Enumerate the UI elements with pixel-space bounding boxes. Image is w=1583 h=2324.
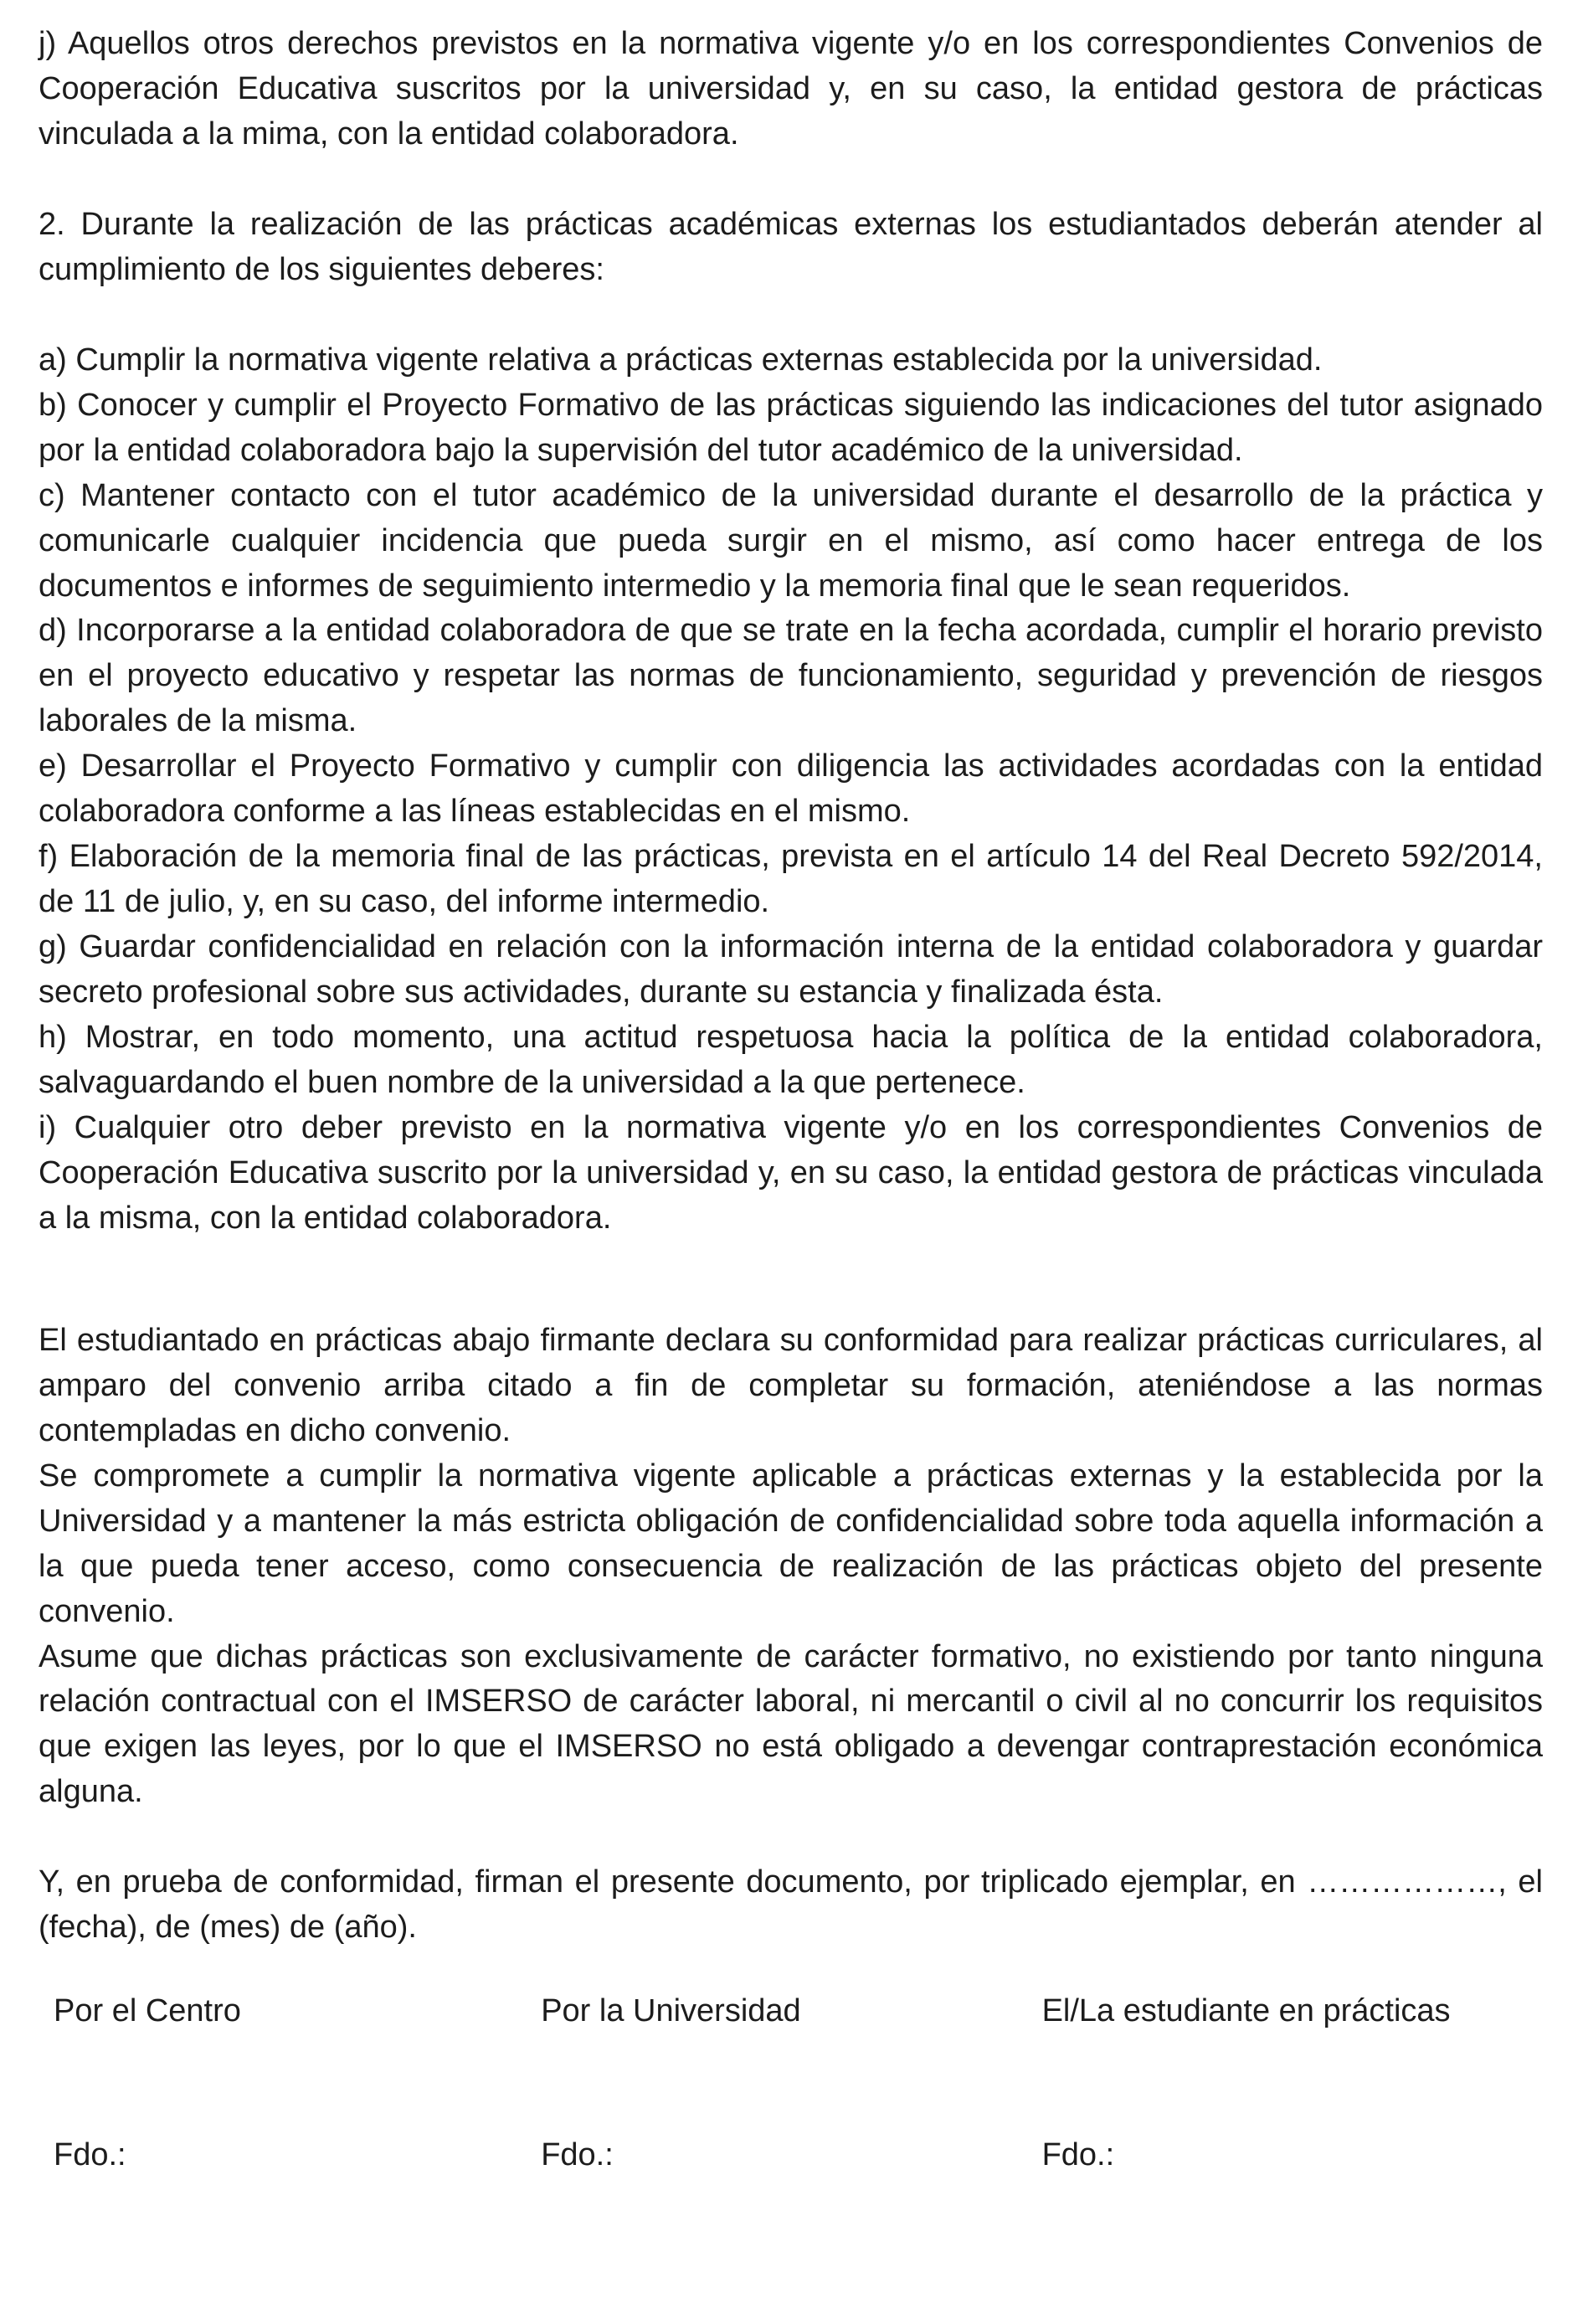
closing-paragraph: Y, en prueba de conformidad, firman el presente documento, por triplicado ejemplar, en ………………, el (fecha), de (mes) de (año).	[39, 1864, 1543, 1946]
fdo-label-estudiante: Fdo.:	[1041, 2137, 1115, 2173]
duty-item-f: f) Elaboración de la memoria final de las prácticas, prevista en el artículo 14 del Real Decreto 592/2014, de 11 de julio, y, en su caso, del informe intermedio.	[39, 839, 1543, 920]
declaration-paragraph-1: El estudiantado en prácticas abajo firmante declara su conformidad para realizar prácticas curriculares, al amparo del convenio arriba citado a fin de completar su formación, ateniéndose a las normas contempladas en dicho convenio.	[39, 1322, 1543, 1448]
fdo-label-centro: Fdo.:	[54, 2137, 126, 2173]
duty-item-a: a) Cumplir la normativa vigente relativa a prácticas externas establecida por la universidad.	[39, 342, 1323, 378]
signature-title-universidad: Por la Universidad	[541, 1993, 801, 2029]
declarations-section	[39, 1319, 1543, 1815]
duty-item-h: h) Mostrar, en todo momento, una actitud respetuosa hacia la política de la entidad colaboradora, salvaguardando el buen nombre de la universidad a la que pertenece.	[39, 1020, 1543, 1101]
clause-j-paragraph: j) Aquellos otros derechos previstos en la normativa vigente y/o en los correspondientes Convenios de Cooperación Educativa suscritos por la universidad y, en su caso, la entidad gestora de prácticas vinculada a la mima, con la entidad colaboradora.	[39, 26, 1543, 152]
duty-item-e: e) Desarrollar el Proyecto Formativo y cumplir con diligencia las actividades acordadas con la entidad colaboradora conforme a las líneas establecidas en el mismo.	[39, 748, 1543, 830]
duties-list	[39, 338, 1543, 1242]
signature-title-centro: Por el Centro	[54, 1993, 241, 2029]
duty-item-g: g) Guardar confidencialidad en relación con la información interna de la entidad colaboradora y guardar secreto profesional sobre sus actividades, durante su estancia y finalizada ésta.	[39, 929, 1543, 1010]
fdo-label-universidad: Fdo.:	[541, 2137, 614, 2173]
declaration-paragraph-2: Se compromete a cumplir la normativa vigente aplicable a prácticas externas y la establecida por la Universidad y a mantener la más estricta obligación de confidencialidad sobre toda aquella información a la que pueda tener acceso, como consecuencia de realización de las prácticas objeto del presente convenio.	[39, 1458, 1543, 1629]
duty-item-d: d) Incorporarse a la entidad colaboradora de que se trate en la fecha acordada, cumplir el horario previsto en el proyecto educativo y respetar las normas de funcionamiento, seguridad y prevención de riesgos laborales de la misma.	[39, 613, 1543, 739]
signature-titles-row	[39, 1989, 1543, 2034]
duty-item-i: i) Cualquier otro deber previsto en la normativa vigente y/o en los correspondientes Convenios de Cooperación Educativa suscrito por la universidad y, en su caso, la entidad gestora de prácticas vinculada a la misma, con la entidad colaboradora.	[39, 1109, 1543, 1236]
duty-item-b: b) Conocer y cumplir el Proyecto Formativo de las prácticas siguiendo las indicaciones del tutor asignado por la entidad colaboradora bajo la supervisión del tutor académico de la universidad.	[39, 387, 1543, 468]
signature-fdo-row	[39, 2133, 1543, 2178]
duty-item-c: c) Mantener contacto con el tutor académico de la universidad durante el desarrollo de la práctica y comunicarle cualquier incidencia que pueda surgir en el mismo, así como hacer entrega de los documentos e informes de seguimiento intermedio y la memoria final que le sean requeridos.	[39, 477, 1543, 604]
signature-title-estudiante: El/La estudiante en prácticas	[1041, 1993, 1451, 2029]
declaration-paragraph-3: Asume que dichas prácticas son exclusivamente de carácter formativo, no existiendo por tanto ninguna relación contractual con el IMSERSO de carácter laboral, ni mercantil o civil al no concurrir los requisitos que exigen las leyes, por lo que el IMSERSO no está obligado a devengar contraprestación económica alguna.	[39, 1638, 1543, 1810]
section-2-intro-paragraph: 2. Durante la realización de las prácticas académicas externas los estudiantados deberán atender al cumplimiento de los siguientes deberes:	[39, 206, 1543, 287]
